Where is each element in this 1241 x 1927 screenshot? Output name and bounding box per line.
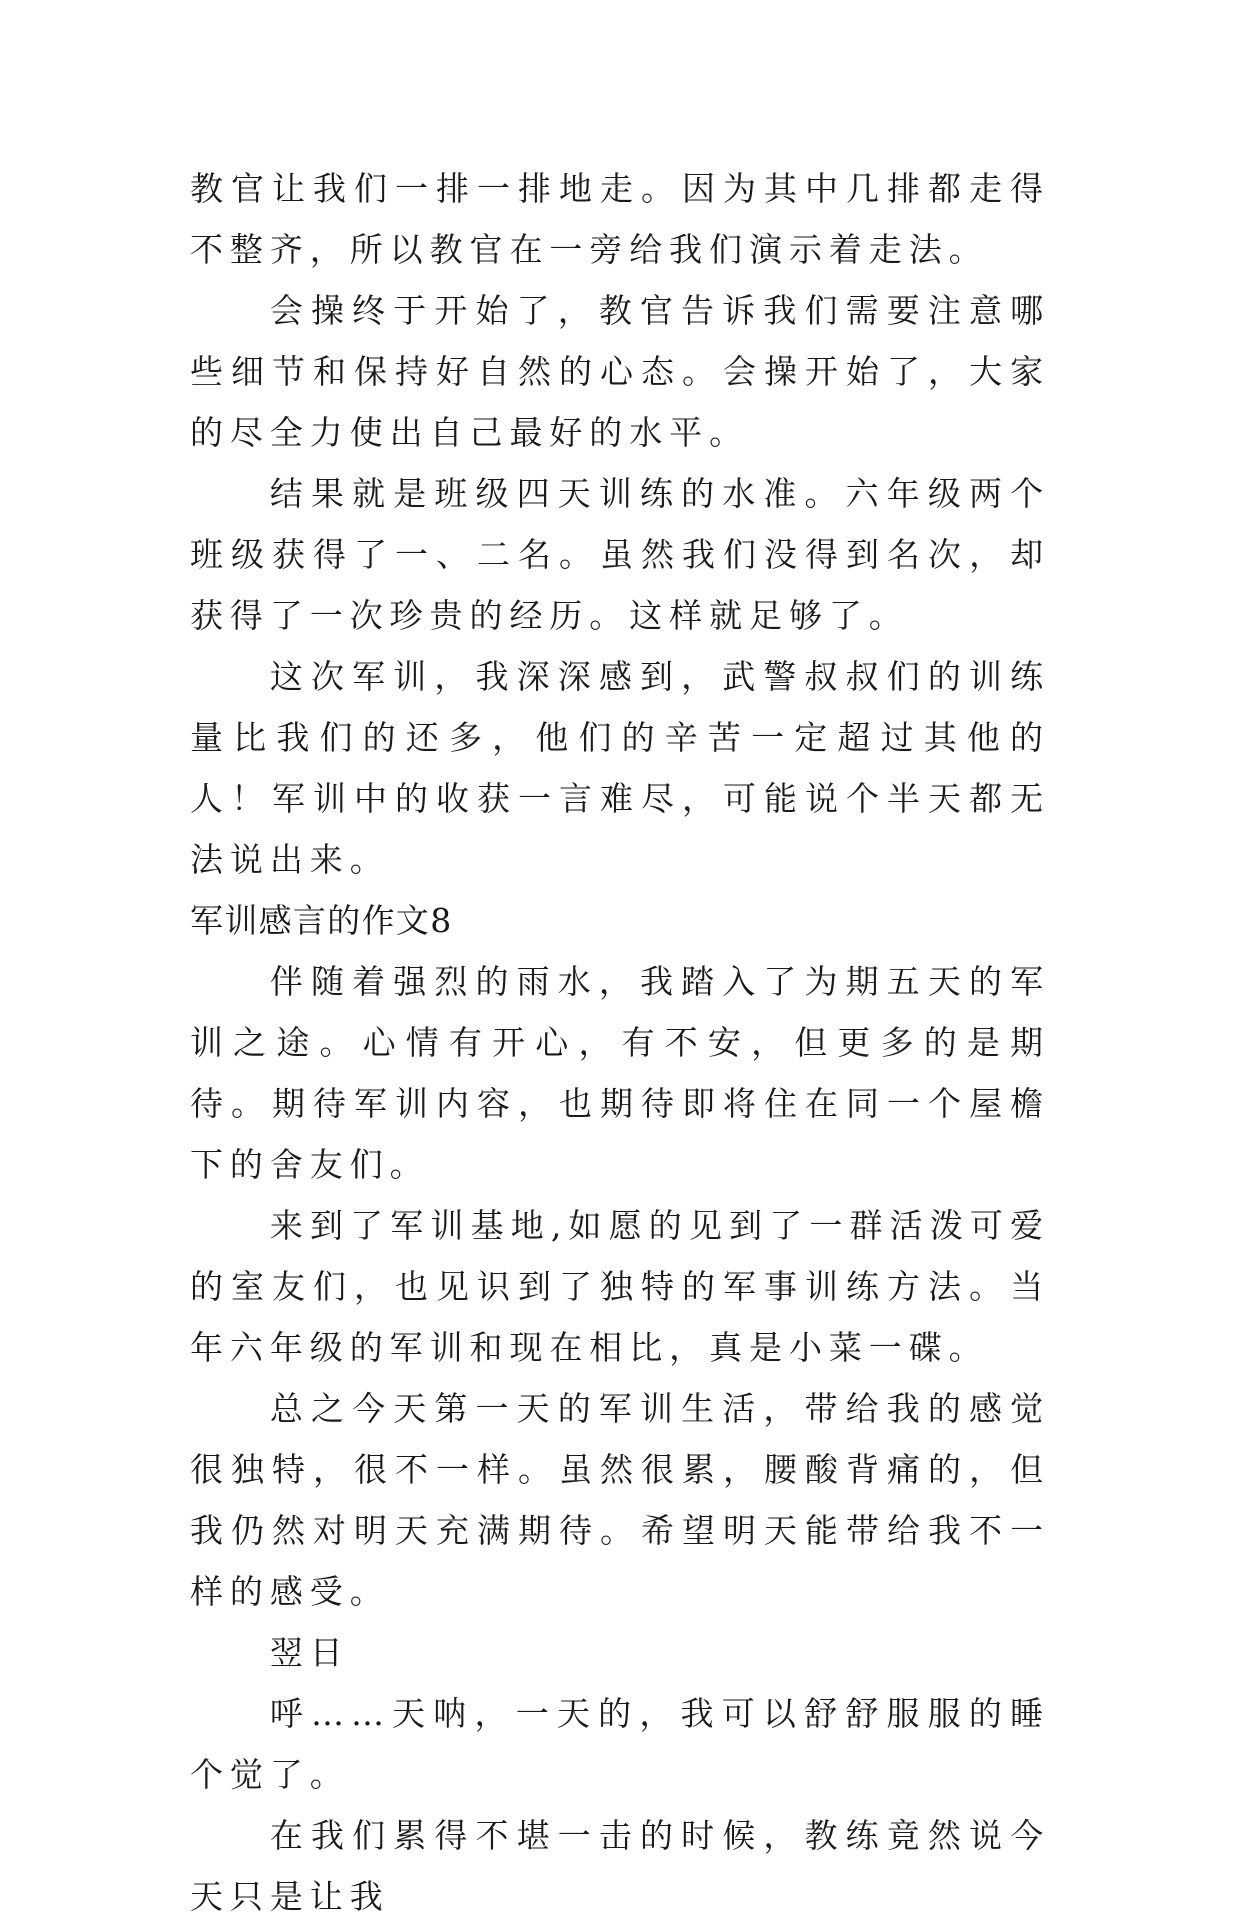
paragraph: 会操终于开始了，教官告诉我们需要注意哪些细节和保持好自然的心态。会操开始了，大家的尽全力使出自己最好的水平。	[190, 291, 1050, 452]
paragraph: 伴随着强烈的雨水，我踏入了为期五天的军训之途。心情有开心，有不安，但更多的是期待。期待军训内容，也期待即将住在同一个屋檐下的舍友们。	[190, 962, 1050, 1184]
paragraph: 翌日	[269, 1633, 350, 1672]
section-heading: 军训感言的作文8	[190, 901, 453, 940]
document-body	[190, 158, 1050, 1927]
paragraph: 在我们累得不堪一击的时候，教练竟然说今天只是让我	[190, 1816, 1050, 1916]
paragraph: 这次军训，我深深感到，武警叔叔们的训练量比我们的还多，他们的辛苦一定超过其他的人！军训中的收获一言难尽，可能说个半天都无法说出来。	[190, 657, 1050, 879]
paragraph: 来到了军训基地,如愿的见到了一群活泼可爱的室友们，也见识到了独特的军事训练方法。当年六年级的军训和现在相比，真是小菜一碟。	[190, 1206, 1050, 1367]
paragraph: 结果就是班级四天训练的水准。六年级两个班级获得了一、二名。虽然我们没得到名次，却获得了一次珍贵的经历。这样就足够了。	[190, 474, 1050, 635]
paragraph: 教官让我们一排一排地走。因为其中几排都走得不整齐，所以教官在一旁给我们演示着走法。	[190, 169, 1050, 269]
paragraph: 呼……天呐，一天的，我可以舒舒服服的睡个觉了。	[190, 1694, 1050, 1794]
paragraph: 总之今天第一天的军训生活，带给我的感觉很独特，很不一样。虽然很累，腰酸背痛的，但我仍然对明天充满期待。希望明天能带给我不一样的感受。	[190, 1389, 1050, 1611]
